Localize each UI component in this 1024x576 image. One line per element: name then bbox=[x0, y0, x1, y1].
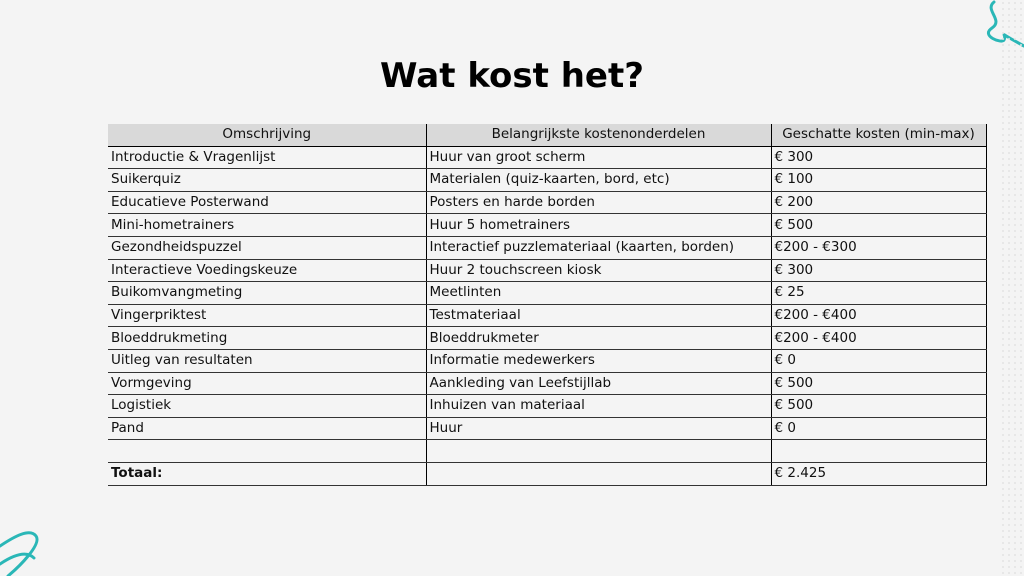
row-kosten: € 200 bbox=[771, 191, 986, 214]
column-header-kostenonderdelen: Belangrijkste kostenonderdelen bbox=[426, 124, 771, 146]
row-kosten: €200 - €400 bbox=[771, 327, 986, 350]
row-kostenonderdeel: Bloeddrukmeter bbox=[426, 327, 771, 350]
row-omschrijving: Introductie & Vragenlijst bbox=[108, 146, 426, 169]
row-kosten bbox=[771, 440, 986, 463]
row-kosten: € 300 bbox=[771, 146, 986, 169]
row-omschrijving: Vormgeving bbox=[108, 372, 426, 395]
table-row bbox=[108, 440, 986, 463]
column-header-geschatte-kosten: Geschatte kosten (min-max) bbox=[771, 124, 986, 146]
table-row bbox=[108, 349, 986, 372]
total-label: Totaal: bbox=[108, 462, 426, 485]
cost-table bbox=[108, 124, 987, 486]
row-omschrijving: Suikerquiz bbox=[108, 169, 426, 192]
row-kostenonderdeel: Interactief puzzlemateriaal (kaarten, borden) bbox=[426, 236, 771, 259]
row-kostenonderdeel bbox=[426, 440, 771, 463]
table-row bbox=[108, 236, 986, 259]
table-row bbox=[108, 327, 986, 350]
row-kosten: € 25 bbox=[771, 282, 986, 305]
row-kosten: € 0 bbox=[771, 349, 986, 372]
row-omschrijving bbox=[108, 440, 426, 463]
row-kostenonderdeel: Aankleding van Leefstijllab bbox=[426, 372, 771, 395]
row-omschrijving: Mini-hometrainers bbox=[108, 214, 426, 237]
row-omschrijving: Buikomvangmeting bbox=[108, 282, 426, 305]
row-kostenonderdeel: Huur 5 hometrainers bbox=[426, 214, 771, 237]
row-kosten: € 0 bbox=[771, 417, 986, 440]
row-kosten: €200 - €400 bbox=[771, 304, 986, 327]
table-row bbox=[108, 304, 986, 327]
row-kosten: € 100 bbox=[771, 169, 986, 192]
row-kostenonderdeel: Meetlinten bbox=[426, 282, 771, 305]
table-row bbox=[108, 259, 986, 282]
row-kosten: € 300 bbox=[771, 259, 986, 282]
row-kostenonderdeel: Testmateriaal bbox=[426, 304, 771, 327]
table-row bbox=[108, 214, 986, 237]
row-kostenonderdeel: Inhuizen van materiaal bbox=[426, 395, 771, 418]
row-kostenonderdeel: Huur 2 touchscreen kiosk bbox=[426, 259, 771, 282]
row-omschrijving: Vingerpriktest bbox=[108, 304, 426, 327]
row-kostenonderdeel: Posters en harde borden bbox=[426, 191, 771, 214]
squiggle-decoration-bottom-left bbox=[0, 506, 70, 576]
row-kostenonderdeel: Huur bbox=[426, 417, 771, 440]
table-row bbox=[108, 417, 986, 440]
table-row bbox=[108, 282, 986, 305]
row-kosten: € 500 bbox=[771, 214, 986, 237]
table-row bbox=[108, 191, 986, 214]
table-row bbox=[108, 169, 986, 192]
row-omschrijving: Bloeddrukmeting bbox=[108, 327, 426, 350]
row-omschrijving: Interactieve Voedingskeuze bbox=[108, 259, 426, 282]
total-value: € 2.425 bbox=[771, 462, 986, 485]
page-title: Wat kost het? bbox=[380, 56, 644, 96]
row-kosten: € 500 bbox=[771, 395, 986, 418]
row-omschrijving: Gezondheidspuzzel bbox=[108, 236, 426, 259]
column-header-omschrijving: Omschrijving bbox=[108, 124, 426, 146]
row-kosten: €200 - €300 bbox=[771, 236, 986, 259]
row-omschrijving: Uitleg van resultaten bbox=[108, 349, 426, 372]
table-header-row bbox=[108, 124, 986, 146]
row-kostenonderdeel: Informatie medewerkers bbox=[426, 349, 771, 372]
row-kostenonderdeel: Materialen (quiz-kaarten, bord, etc) bbox=[426, 169, 771, 192]
table-row bbox=[108, 146, 986, 169]
row-omschrijving: Logistiek bbox=[108, 395, 426, 418]
table-row bbox=[108, 395, 986, 418]
table-row bbox=[108, 372, 986, 395]
row-omschrijving: Pand bbox=[108, 417, 426, 440]
row-kosten: € 500 bbox=[771, 372, 986, 395]
row-kostenonderdeel: Huur van groot scherm bbox=[426, 146, 771, 169]
total-row bbox=[108, 462, 986, 485]
row-omschrijving: Educatieve Posterwand bbox=[108, 191, 426, 214]
total-middle-cell bbox=[426, 462, 771, 485]
table-body bbox=[108, 146, 986, 462]
